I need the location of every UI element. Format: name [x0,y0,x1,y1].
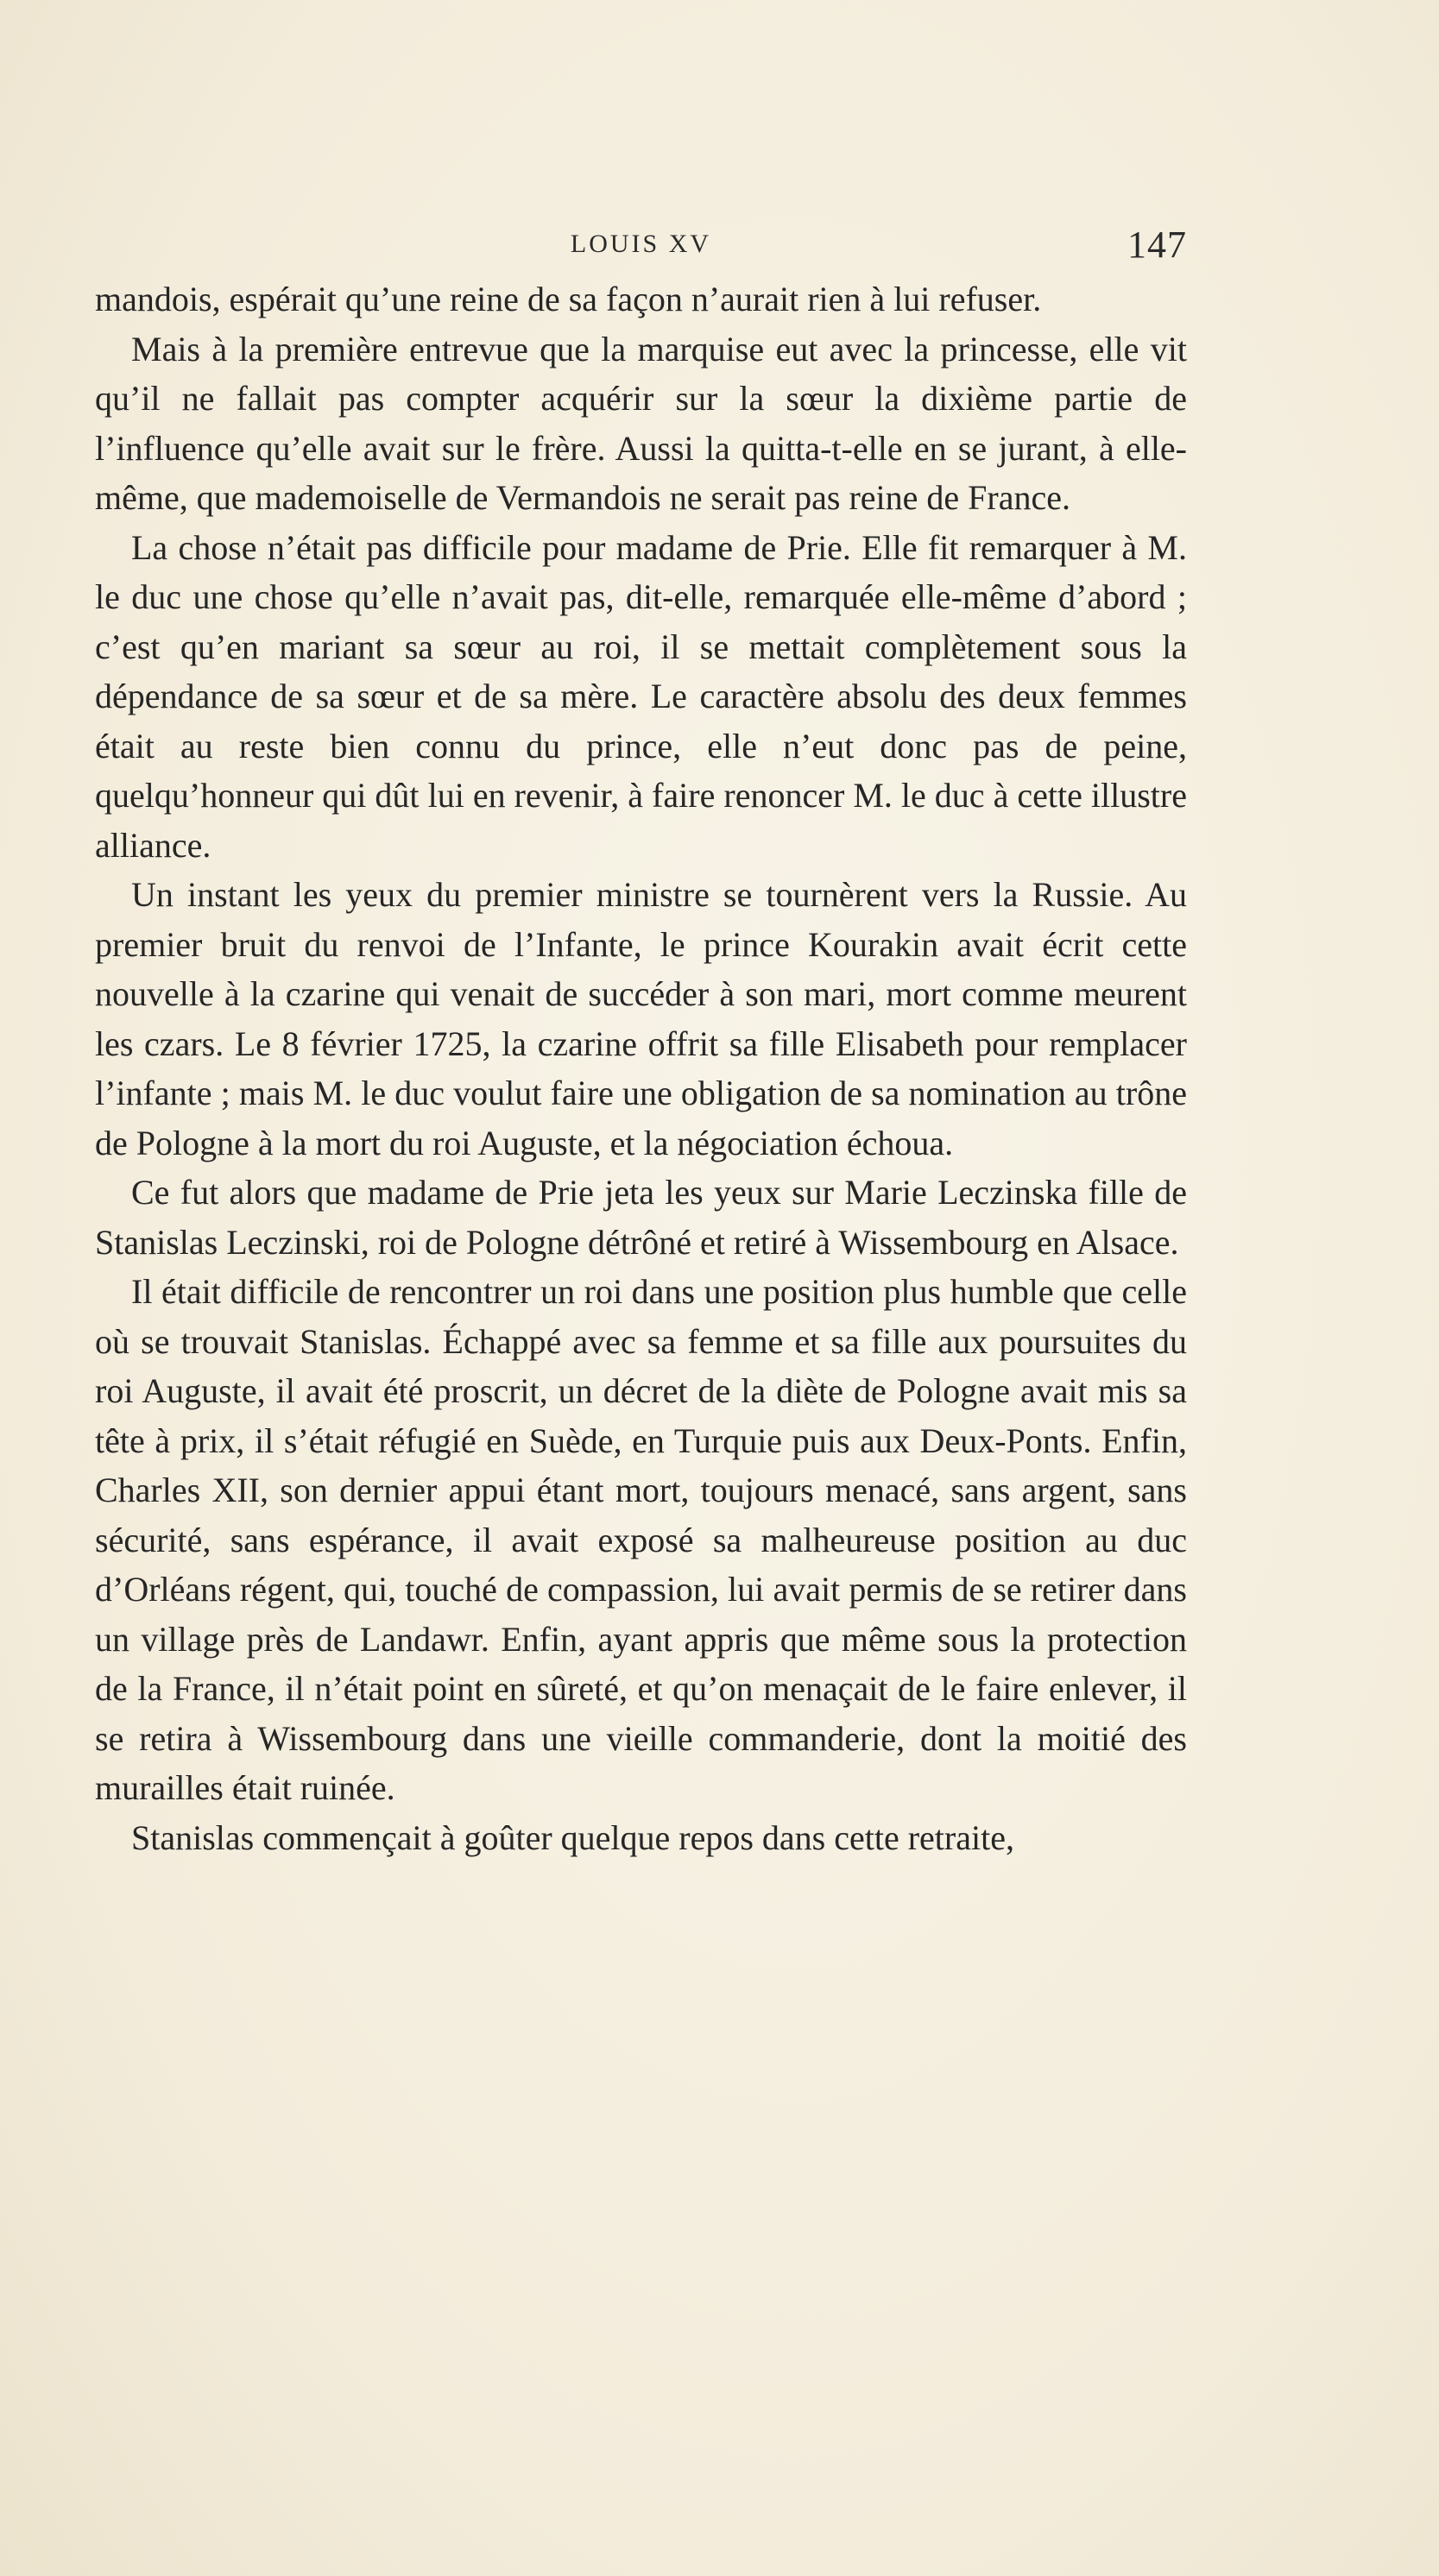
paragraph: Il était difficile de rencontrer un roi dans une position plus humble que celle où se trouvait Stanislas. Échappé avec sa femme et sa fille aux poursuites du roi Auguste, il avait été proscrit, un décret de la diète de Pologne avait mis sa tête à prix, il s’était réfugié en Suède, en Turquie puis aux Deux-Ponts. Enfin, Charles XII, son dernier appui étant mort, toujours menacé, sans argent, sans sécurité, sans espérance, il avait exposé sa malheureuse position au duc d’Orléans régent, qui, touché de compassion, lui avait permis de se retirer dans un village près de Landawr. Enfin, ayant appris que même sous la protection de la France, il n’était point en sûreté, et qu’on menaçait de le faire enlever, il se retira à Wissembourg dans une vieille commanderie, dont la moitié des murailles était ruinée. [95,1272,1187,1807]
running-title: LOUIS XV [570,230,712,258]
paragraph: Ce fut alors que madame de Prie jeta les yeux sur Marie Leczinska fille de Stanislas Leczinski, roi de Pologne détrôné et retiré à Wissembourg en Alsace. [95,1173,1187,1262]
page-header [95,223,1187,274]
paragraph-continuation: mandois, espérait qu’une reine de sa façon n’aurait rien à lui refuser. [95,280,1042,318]
paragraph: Stanislas commençait à goûter quelque repos dans cette retraite, [131,1817,1014,1857]
paragraph: La chose n’était pas difficile pour madame de Prie. Elle fit remarquer à M. le duc une chose qu’elle n’avait pas, dit-elle, remarquée elle-même d’abord ; c’est qu’en mariant sa sœur au roi, il se mettait complètement sous la dépendance de sa sœur et de sa mère. Le caractère absolu des deux femmes était au reste bien connu du prince, elle n’eut donc pas de peine, quelqu’honneur qui dût lui en revenir, à faire renoncer M. le duc à cette illustre alliance. [95,527,1187,865]
body-text [95,274,1187,1862]
paragraph: Mais à la première entrevue que la marquise eut avec la princesse, elle vit qu’il ne fallait pas compter acquérir sur la sœur la dixième partie de l’influence qu’elle avait sur le frère. Aussi la quitta-t-elle en se jurant, à elle-même, que mademoiselle de Vermandois ne serait pas reine de France. [95,329,1187,517]
paragraph: Un instant les yeux du premier ministre se tournèrent vers la Russie. Au premier bruit du renvoi de l’Infante, le prince Kourakin avait écrit cette nouvelle à la czarine qui venait de succéder à son mari, mort comme meurent les czars. Le 8 février 1725, la czarine offrit sa fille Elisabeth pour remplacer l’infante ; mais M. le duc voulut faire une obligation de sa nomination au trône de Pologne à la mort du roi Auguste, et la négociation échoua. [95,875,1187,1162]
page-number: 147 [1127,224,1187,266]
